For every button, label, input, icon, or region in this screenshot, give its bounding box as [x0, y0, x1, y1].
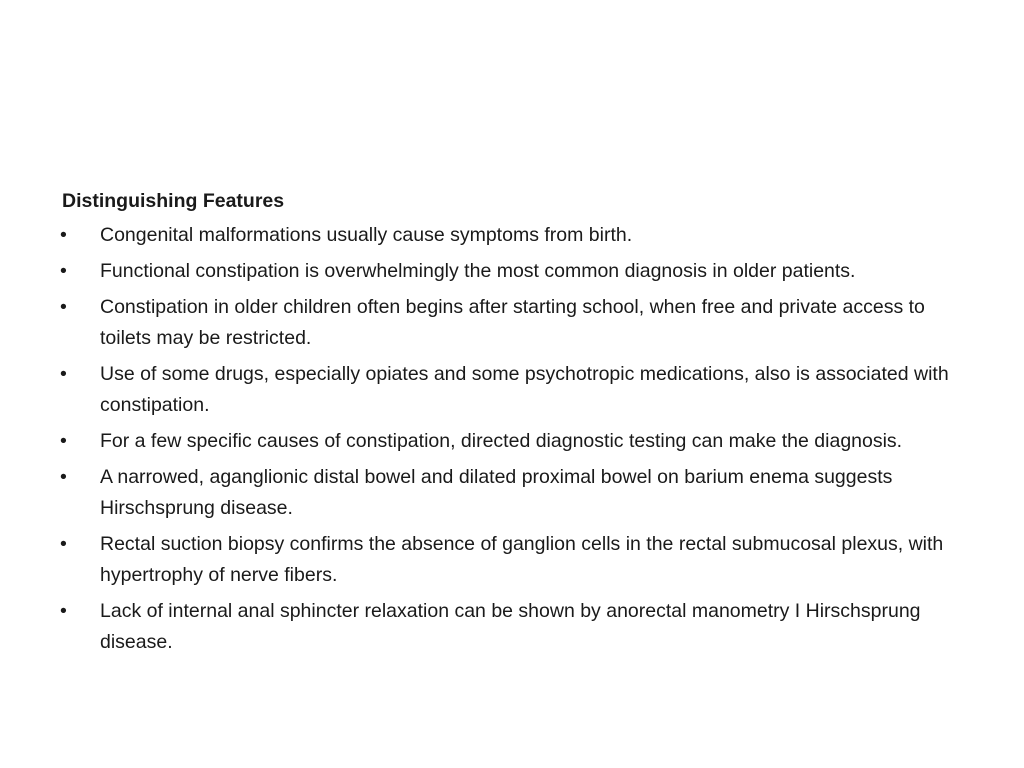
bullet-dot-icon: • — [60, 533, 67, 555]
slide-content — [62, 186, 972, 663]
bullet-item — [62, 292, 972, 354]
bullet-text: Lack of internal anal sphincter relaxation can be shown by anorectal manometry I Hirschsprung disease. — [100, 600, 921, 653]
bullet-item — [62, 256, 972, 287]
bullet-dot-icon: • — [60, 430, 67, 452]
bullet-list — [62, 220, 972, 658]
bullet-dot-icon: • — [60, 466, 67, 488]
bullet-text: A narrowed, aganglionic distal bowel and dilated proximal bowel on barium enema suggests Hirschsprung disease. — [100, 466, 893, 519]
bullet-text: For a few specific causes of constipation, directed diagnostic testing can make the diagnosis. — [100, 430, 903, 452]
bullet-dot-icon: • — [60, 363, 67, 385]
bullet-dot-icon: • — [60, 296, 67, 318]
bullet-text: Constipation in older children often begins after starting school, when free and private access to toilets may be restricted. — [100, 296, 925, 349]
bullet-dot-icon: • — [60, 260, 67, 282]
bullet-item — [62, 359, 972, 421]
bullet-dot-icon: • — [60, 224, 67, 246]
bullet-item — [62, 220, 972, 251]
bullet-item — [62, 596, 972, 658]
slide-heading: Distinguishing Features — [62, 190, 285, 212]
bullet-item — [62, 462, 972, 524]
bullet-text: Congenital malformations usually cause symptoms from birth. — [100, 224, 633, 246]
bullet-text: Rectal suction biopsy confirms the absence of ganglion cells in the rectal submucosal plexus, with hypertrophy of nerve fibers. — [100, 533, 944, 586]
bullet-text: Functional constipation is overwhelmingly the most common diagnosis in older patients. — [100, 260, 856, 282]
bullet-dot-icon: • — [60, 600, 67, 622]
bullet-text: Use of some drugs, especially opiates and some psychotropic medications, also is associated with constipation. — [100, 363, 949, 416]
bullet-item — [62, 426, 972, 457]
bullet-item — [62, 529, 972, 591]
